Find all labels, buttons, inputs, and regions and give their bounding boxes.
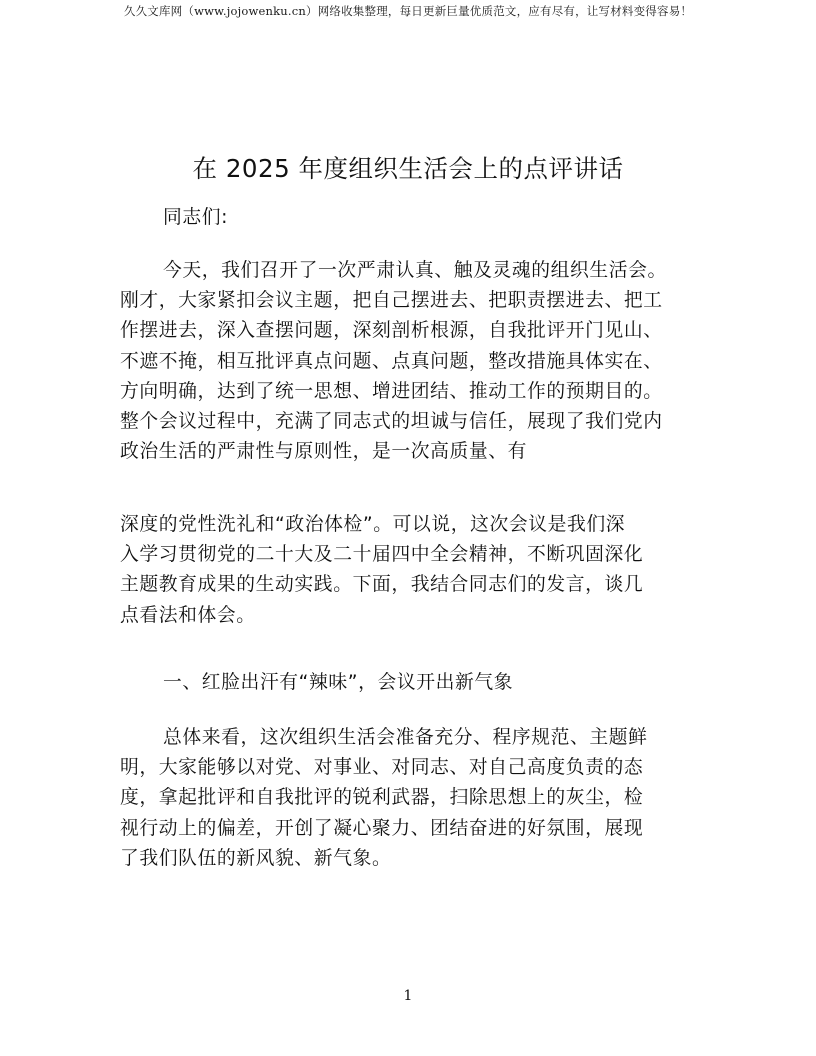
paragraph-1 xyxy=(120,256,700,467)
salutation-block xyxy=(120,203,700,233)
paragraph-line: 视行动上的偏差，开创了凝心聚力、团结奋进的好氛围，展现 xyxy=(120,817,644,839)
paragraph-line: 主题教育成果的生动实践。下面，我结合同志们的发言，谈几 xyxy=(120,574,644,596)
paragraph-line: 点看法和体会。 xyxy=(120,604,256,626)
source-header-note: 久久文库网（www.jojowenku.cn）网络收集整理，每日更新巨量优质范文，应有尽有，让写材料变得容易！ xyxy=(123,4,693,18)
paragraph-line: 刚才，大家紧扣会议主题，把自己摆进去、把职责摆进去、把工 xyxy=(120,290,663,312)
paragraph-line: 入学习贯彻党的二十大及二十届四中全会精神，不断巩固深化 xyxy=(120,544,644,566)
paragraph-line: 了我们队伍的新风貌、新气象。 xyxy=(120,847,392,869)
paragraph-line: 整个会议过程中，充满了同志式的坦诚与信任，展现了我们党内 xyxy=(120,410,663,432)
paragraph-line: 政治生活的严肃性与原则性，是一次高质量、有 xyxy=(120,441,528,463)
paragraph-3 xyxy=(120,723,700,874)
paragraph-line: 深度的党性洗礼和“政治体检”。可以说，这次会议是我们深 xyxy=(120,514,626,535)
paragraph-line: 度，拿起批评和自我批评的锐利武器，扫除思想上的灰尘，检 xyxy=(120,787,644,809)
paragraph-line: 方向明确，达到了统一思想、增进团结、推动工作的预期目的。 xyxy=(120,380,663,402)
salutation: 同志们: xyxy=(163,207,229,228)
section-heading-block xyxy=(120,668,700,698)
paragraph-line: 明，大家能够以对党、对事业、对同志、对自己高度负责的态 xyxy=(120,757,644,779)
paragraph-line: 今天，我们召开了一次严肃认真、触及灵魂的组织生活会。 xyxy=(163,260,667,281)
paragraph-line: 不遮不掩，相互批评真点问题、点真问题，整改措施具体实在、 xyxy=(120,350,663,372)
section-heading: 一、红脸出汗有“辣味”，会议开出新气象 xyxy=(163,672,514,693)
paragraph-line: 作摆进去，深入查摆问题，深刻剖析根源，自我批评开门见山、 xyxy=(120,320,663,342)
page-number: 1 xyxy=(403,988,413,1004)
paragraph-2 xyxy=(120,510,700,631)
document-title: 在 2025 年度组织生活会上的点评讲话 xyxy=(192,154,624,183)
paragraph-line: 总体来看，这次组织生活会准备充分、程序规范、主题鲜 xyxy=(163,727,648,748)
